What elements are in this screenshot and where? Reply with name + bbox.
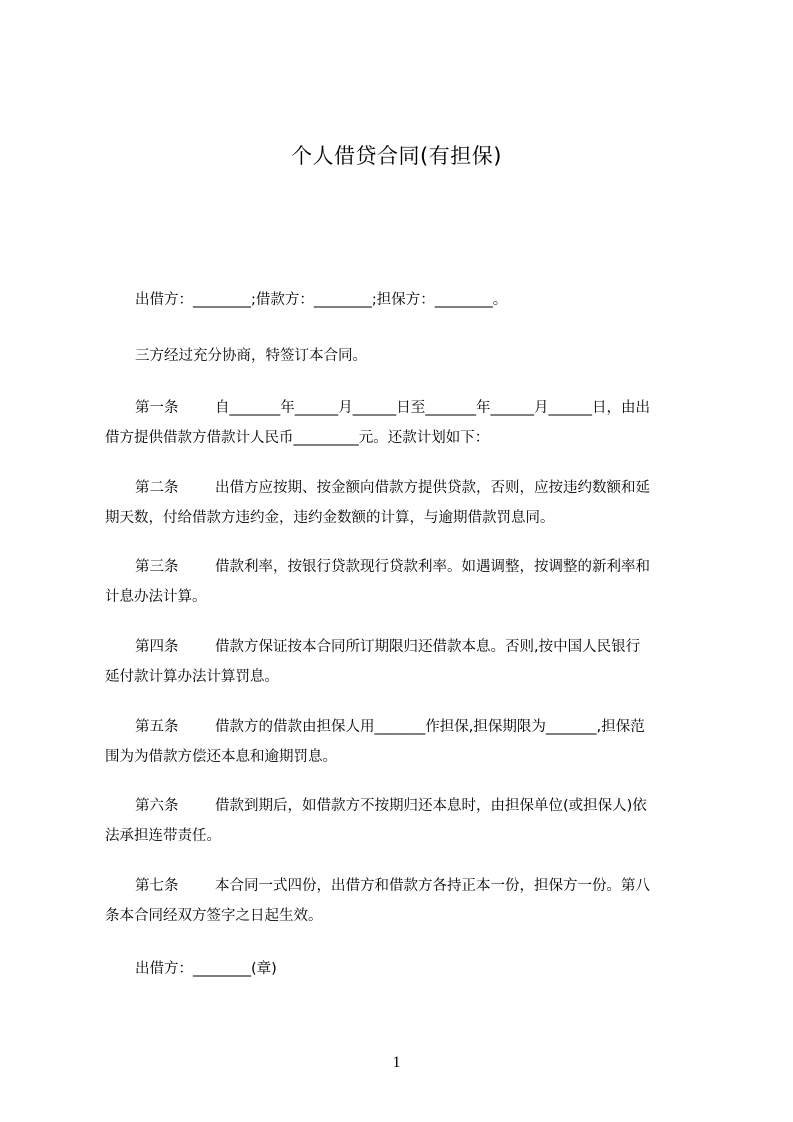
signature-line: 出借方：________(章) [135,961,277,977]
article-1-line-1 [135,393,705,423]
article-4-text-2: 延付款计算办法计算罚息。 [105,669,279,685]
article-5-label: 第五条 [135,719,179,735]
article-3 [105,552,705,612]
article-1 [105,393,705,453]
article-7-text-2: 条本合同经双方签字之日起生效。 [105,908,323,924]
article-6 [105,791,705,851]
article-5 [105,712,705,772]
article-4 [105,632,705,692]
article-3-label: 第三条 [135,559,179,575]
article-5-text-2: 围为为借款方偿还本息和逾期罚息。 [105,749,337,765]
article-5-line-1 [135,712,705,742]
article-1-text-1: 自_______年______月______日至_______年______月______日，由出 [215,400,650,416]
article-7-line-1 [135,871,705,901]
parties-line: 出借方：________;借款方：________;担保方：________。 [135,292,508,308]
article-1-label: 第一条 [135,400,179,416]
article-6-label: 第六条 [135,798,179,814]
article-2-line-1 [135,473,705,503]
article-4-label: 第四条 [135,639,179,655]
article-3-text-2: 计息办法计算。 [105,589,207,605]
article-7-label: 第七条 [135,878,179,894]
article-3-text-1: 借款利率，按银行贷款现行贷款利率。如遇调整，按调整的新利率和 [215,559,650,575]
page-number: 1 [392,1054,401,1071]
intro-text: 三方经过充分协商，特签订本合同。 [135,348,367,364]
article-2-text-2: 期天数，付给借款方违约金，违约金数额的计算，与逾期借款罚息同。 [105,510,555,526]
article-5-text-1: 借款方的借款由担保人用_______作担保,担保期限为_______,担保范 [215,719,645,735]
article-7 [105,871,705,931]
article-6-text-1: 借款到期后，如借款方不按期归还本息时，由担保单位(或担保人)依 [215,798,647,814]
article-4-text-1: 借款方保证按本合同所订期限归还借款本息。否则,按中国人民银行 [215,639,641,655]
article-6-text-2: 法承担连带责任。 [105,828,221,844]
article-3-line-1 [135,552,705,582]
article-6-line-1 [135,791,705,821]
article-2-text-1: 出借方应按期、按金额向借款方提供贷款，否则，应按违约数额和延 [215,480,650,496]
article-1-text-2: 借方提供借款方借款计人民币_________元。还款计划如下： [105,430,490,446]
document-title: 个人借贷合同(有担保) [291,144,502,168]
article-7-text-1: 本合同一式四份，出借方和借款方各持正本一份，担保方一份。第八 [215,878,650,894]
article-4-line-1 [135,632,705,662]
article-2-label: 第二条 [135,480,179,496]
article-2 [105,473,705,533]
